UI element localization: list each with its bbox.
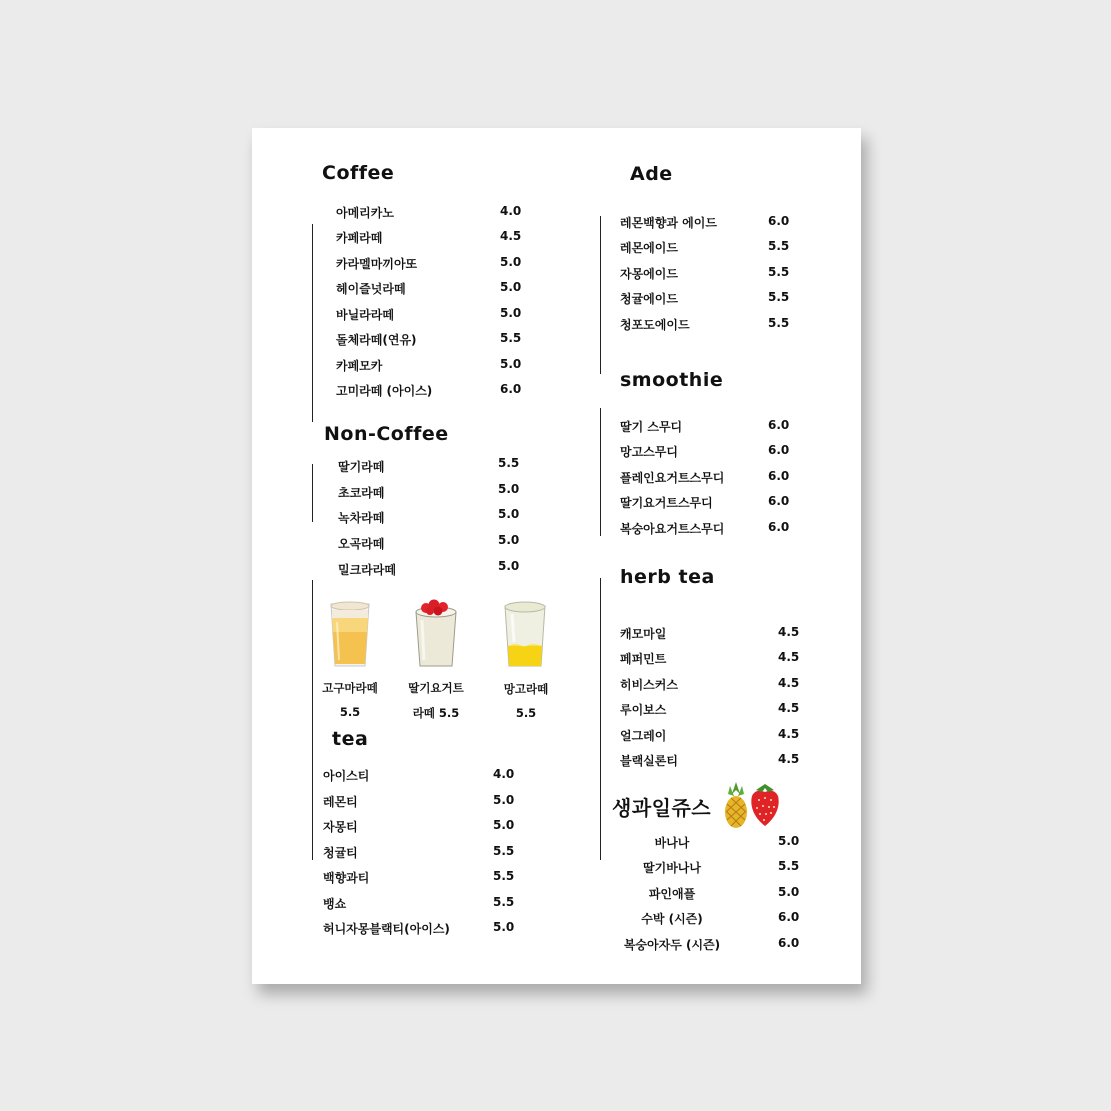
menu-sheet (252, 128, 861, 984)
menu-item: 레몬백향과 에이드 6.0 (620, 214, 790, 230)
strawberry-yogurt-cup-icon (412, 598, 460, 670)
menu-item: 청포도에이드 5.5 (620, 316, 790, 332)
menu-item: 레몬티 5.0 (323, 793, 515, 809)
featured-name: 망고라떼 (503, 682, 549, 696)
coffee-divider (312, 224, 313, 422)
menu-item: 자몽에이드 5.5 (620, 265, 790, 281)
menu-item: 아메리카노 4.0 (336, 204, 522, 220)
menu-item: 레몬에이드 5.5 (620, 239, 790, 255)
featured-price: 5.5 (515, 706, 537, 720)
featured-name: 고구마라떼 (322, 681, 378, 695)
herb-tea-title: herb tea (620, 566, 715, 588)
menu-item: 얼그레이 4.5 (620, 727, 800, 743)
mango-latte-glass-icon (500, 600, 550, 670)
strawberry-icon (748, 780, 782, 828)
herb-juice-divider (600, 578, 601, 860)
featured-tea-divider (312, 580, 313, 860)
menu-item: 녹차라떼 5.0 (338, 507, 520, 525)
menu-item: 카페라떼 4.5 (336, 229, 522, 245)
featured-price: 라떼 5.5 (412, 706, 460, 720)
menu-item: 뱅쇼 5.5 (323, 895, 515, 911)
menu-item: 딸기바나나 5.5 (643, 859, 800, 875)
menu-item: 오곡라떼 5.0 (338, 533, 520, 551)
menu-item: 자몽티 5.0 (323, 818, 515, 834)
menu-item: 초코라떼 5.0 (338, 482, 520, 500)
menu-item: 고미라떼 (아이스) 6.0 (336, 382, 522, 398)
menu-item: 카라멜마끼아또 5.0 (336, 255, 522, 271)
menu-item: 플레인요거트스무디 6.0 (620, 469, 790, 485)
menu-item: 블랙실론티 4.5 (620, 752, 800, 768)
menu-item: 복숭아요거트스무디 6.0 (620, 520, 790, 536)
menu-item: 아이스티 4.0 (323, 767, 515, 783)
coffee-title: Coffee (322, 162, 395, 184)
menu-item: 카페모카 5.0 (336, 357, 522, 373)
menu-item: 딸기요거트스무디 6.0 (620, 494, 790, 510)
menu-item: 바닐라라떼 5.0 (336, 306, 522, 322)
tea-title: tea (332, 728, 369, 750)
smoothie-title: smoothie (620, 369, 724, 391)
menu-item: 백향과티 5.5 (323, 869, 515, 885)
menu-item: 페퍼민트 4.5 (620, 650, 800, 666)
menu-item: 루이보스 4.5 (620, 701, 800, 717)
featured-name: 딸기요거트 (408, 681, 464, 695)
menu-item: 파인애플 5.0 (648, 885, 800, 901)
menu-item: 딸기 스무디 6.0 (620, 418, 790, 434)
menu-item: 캐모마일 4.5 (620, 625, 800, 641)
juice-title: 생과일쥬스 (612, 796, 712, 820)
pineapple-icon (722, 780, 750, 830)
smoothie-divider (600, 408, 601, 536)
sweet-potato-latte-glass-icon (326, 598, 374, 670)
menu-item: 헤이즐넛라떼 5.0 (336, 280, 522, 296)
menu-item: 돌체라떼(연유) 5.5 (336, 331, 522, 347)
ade-divider (600, 216, 601, 374)
menu-item: 히비스커스 4.5 (620, 676, 800, 692)
menu-item: 망고스무디 6.0 (620, 443, 790, 459)
non-coffee-title: Non-Coffee (324, 423, 449, 445)
menu-item: 밀크라라떼 5.0 (338, 559, 520, 577)
menu-item: 바나나 5.0 (654, 834, 800, 850)
menu-item: 딸기라떼 5.5 (338, 456, 520, 474)
menu-item: 청귤티 5.5 (323, 844, 515, 860)
menu-item: 복숭아자두 (시즌) 6.0 (623, 936, 800, 952)
menu-item: 허니자몽블랙티(아이스) 5.0 (323, 920, 515, 936)
non-coffee-divider (312, 464, 313, 522)
ade-title: Ade (630, 163, 673, 185)
menu-item: 청귤에이드 5.5 (620, 290, 790, 306)
menu-item: 수박 (시즌) 6.0 (641, 910, 800, 926)
featured-price: 5.5 (339, 705, 361, 719)
